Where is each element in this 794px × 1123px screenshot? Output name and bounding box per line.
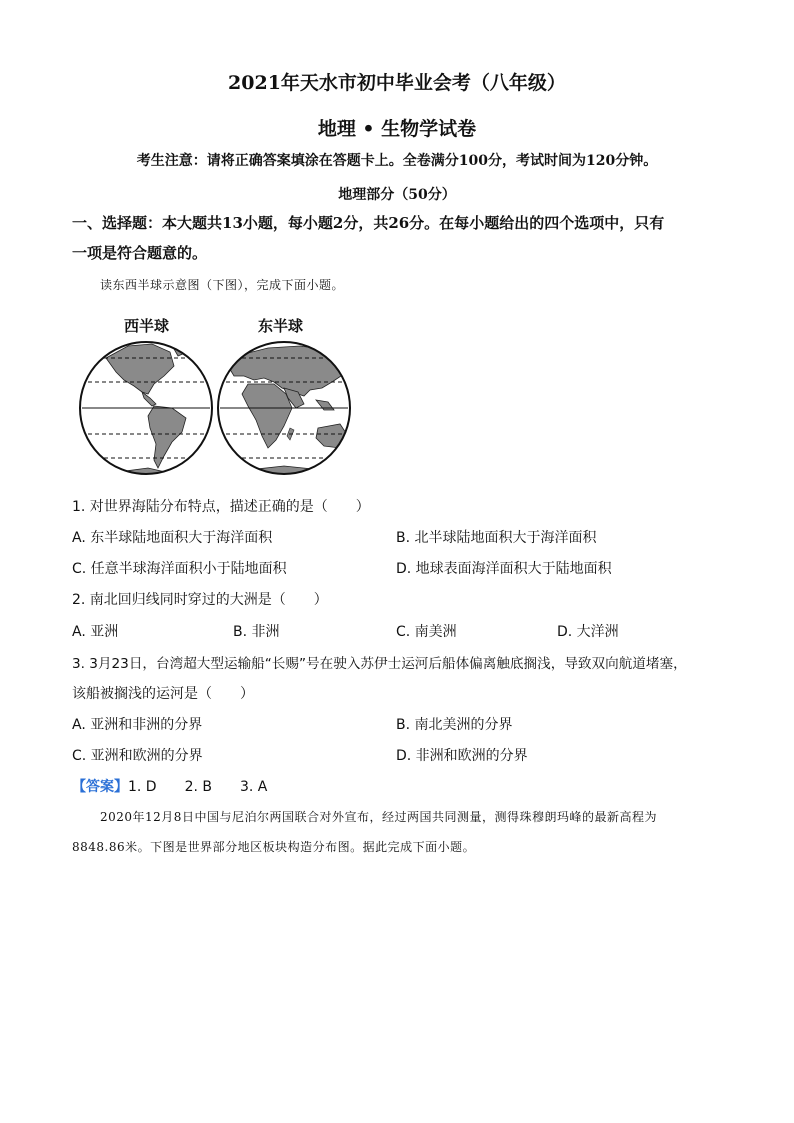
exam-notice: 考生注意：请将正确答案填涂在答题卡上。全卷满分100分，考试时间为120分钟。 bbox=[136, 153, 658, 169]
question-1-option-b[interactable]: B. 北半球陆地面积大于海洋面积 bbox=[396, 530, 597, 546]
east-hemisphere-label: 东半球 bbox=[258, 317, 304, 335]
question-3-option-b[interactable]: B. 南北美洲的分界 bbox=[396, 717, 513, 733]
question-3-stem-line2: 该船被搁浅的运河是（ ） bbox=[72, 686, 254, 702]
question-1-option-c[interactable]: C. 任意半球海洋面积小于陆地面积 bbox=[72, 561, 287, 577]
figure-intro: 读东西半球示意图（下图），完成下面小题。 bbox=[100, 278, 345, 292]
west-hemisphere-label: 西半球 bbox=[124, 317, 170, 335]
question-1-stem: 1. 对世界海陆分布特点，描述正确的是（ ） bbox=[72, 499, 370, 515]
section-heading: 地理部分（50分） bbox=[338, 187, 456, 203]
question-1-option-a[interactable]: A. 东半球陆地面积大于海洋面积 bbox=[72, 530, 273, 546]
hemispheres-figure bbox=[78, 312, 358, 480]
question-2-stem: 2. 南北回归线同时穿过的大洲是（ ） bbox=[72, 592, 328, 608]
part1-heading-line2: 一项是符合题意的。 bbox=[72, 244, 208, 262]
exam-title: 2021年天水市初中毕业会考（八年级） bbox=[228, 72, 566, 94]
question-3-option-d[interactable]: D. 非洲和欧洲的分界 bbox=[396, 748, 528, 764]
answer-line bbox=[72, 776, 267, 796]
question-3-stem-line1: 3. 3月23日，台湾超大型运输船“长赐”号在驶入苏伊士运河后船体偏离触底搁浅，导致双向航道堵塞， bbox=[72, 656, 687, 672]
passage-line1: 2020年12月8日中国与尼泊尔两国联合对外宣布，经过两国共同测量，测得珠穆朗玛峰的最新高程为 bbox=[100, 810, 657, 824]
passage-line2: 8848.86米。下图是世界部分地区板块构造分布图。据此完成下面小题。 bbox=[72, 840, 476, 854]
question-3-option-a[interactable]: A. 亚洲和非洲的分界 bbox=[72, 717, 203, 733]
question-2-option-d[interactable]: D. 大洋洲 bbox=[557, 624, 619, 640]
answer-text: 1. D 2. B 3. A bbox=[128, 779, 268, 795]
question-2-option-b[interactable]: B. 非洲 bbox=[233, 624, 280, 640]
hemispheres-map bbox=[78, 336, 358, 480]
exam-subtitle: 地理 • 生物学试卷 bbox=[317, 118, 477, 140]
question-1-option-d[interactable]: D. 地球表面海洋面积大于陆地面积 bbox=[396, 561, 612, 577]
answer-label: 【答案】 bbox=[72, 779, 128, 795]
question-2-option-c[interactable]: C. 南美洲 bbox=[396, 624, 457, 640]
question-2-option-a[interactable]: A. 亚洲 bbox=[72, 624, 119, 640]
part1-heading-line1: 一、选择题：本大题共13小题，每小题2分，共26分。在每小题给出的四个选项中，只有 bbox=[72, 214, 665, 232]
question-3-option-c[interactable]: C. 亚洲和欧洲的分界 bbox=[72, 748, 203, 764]
